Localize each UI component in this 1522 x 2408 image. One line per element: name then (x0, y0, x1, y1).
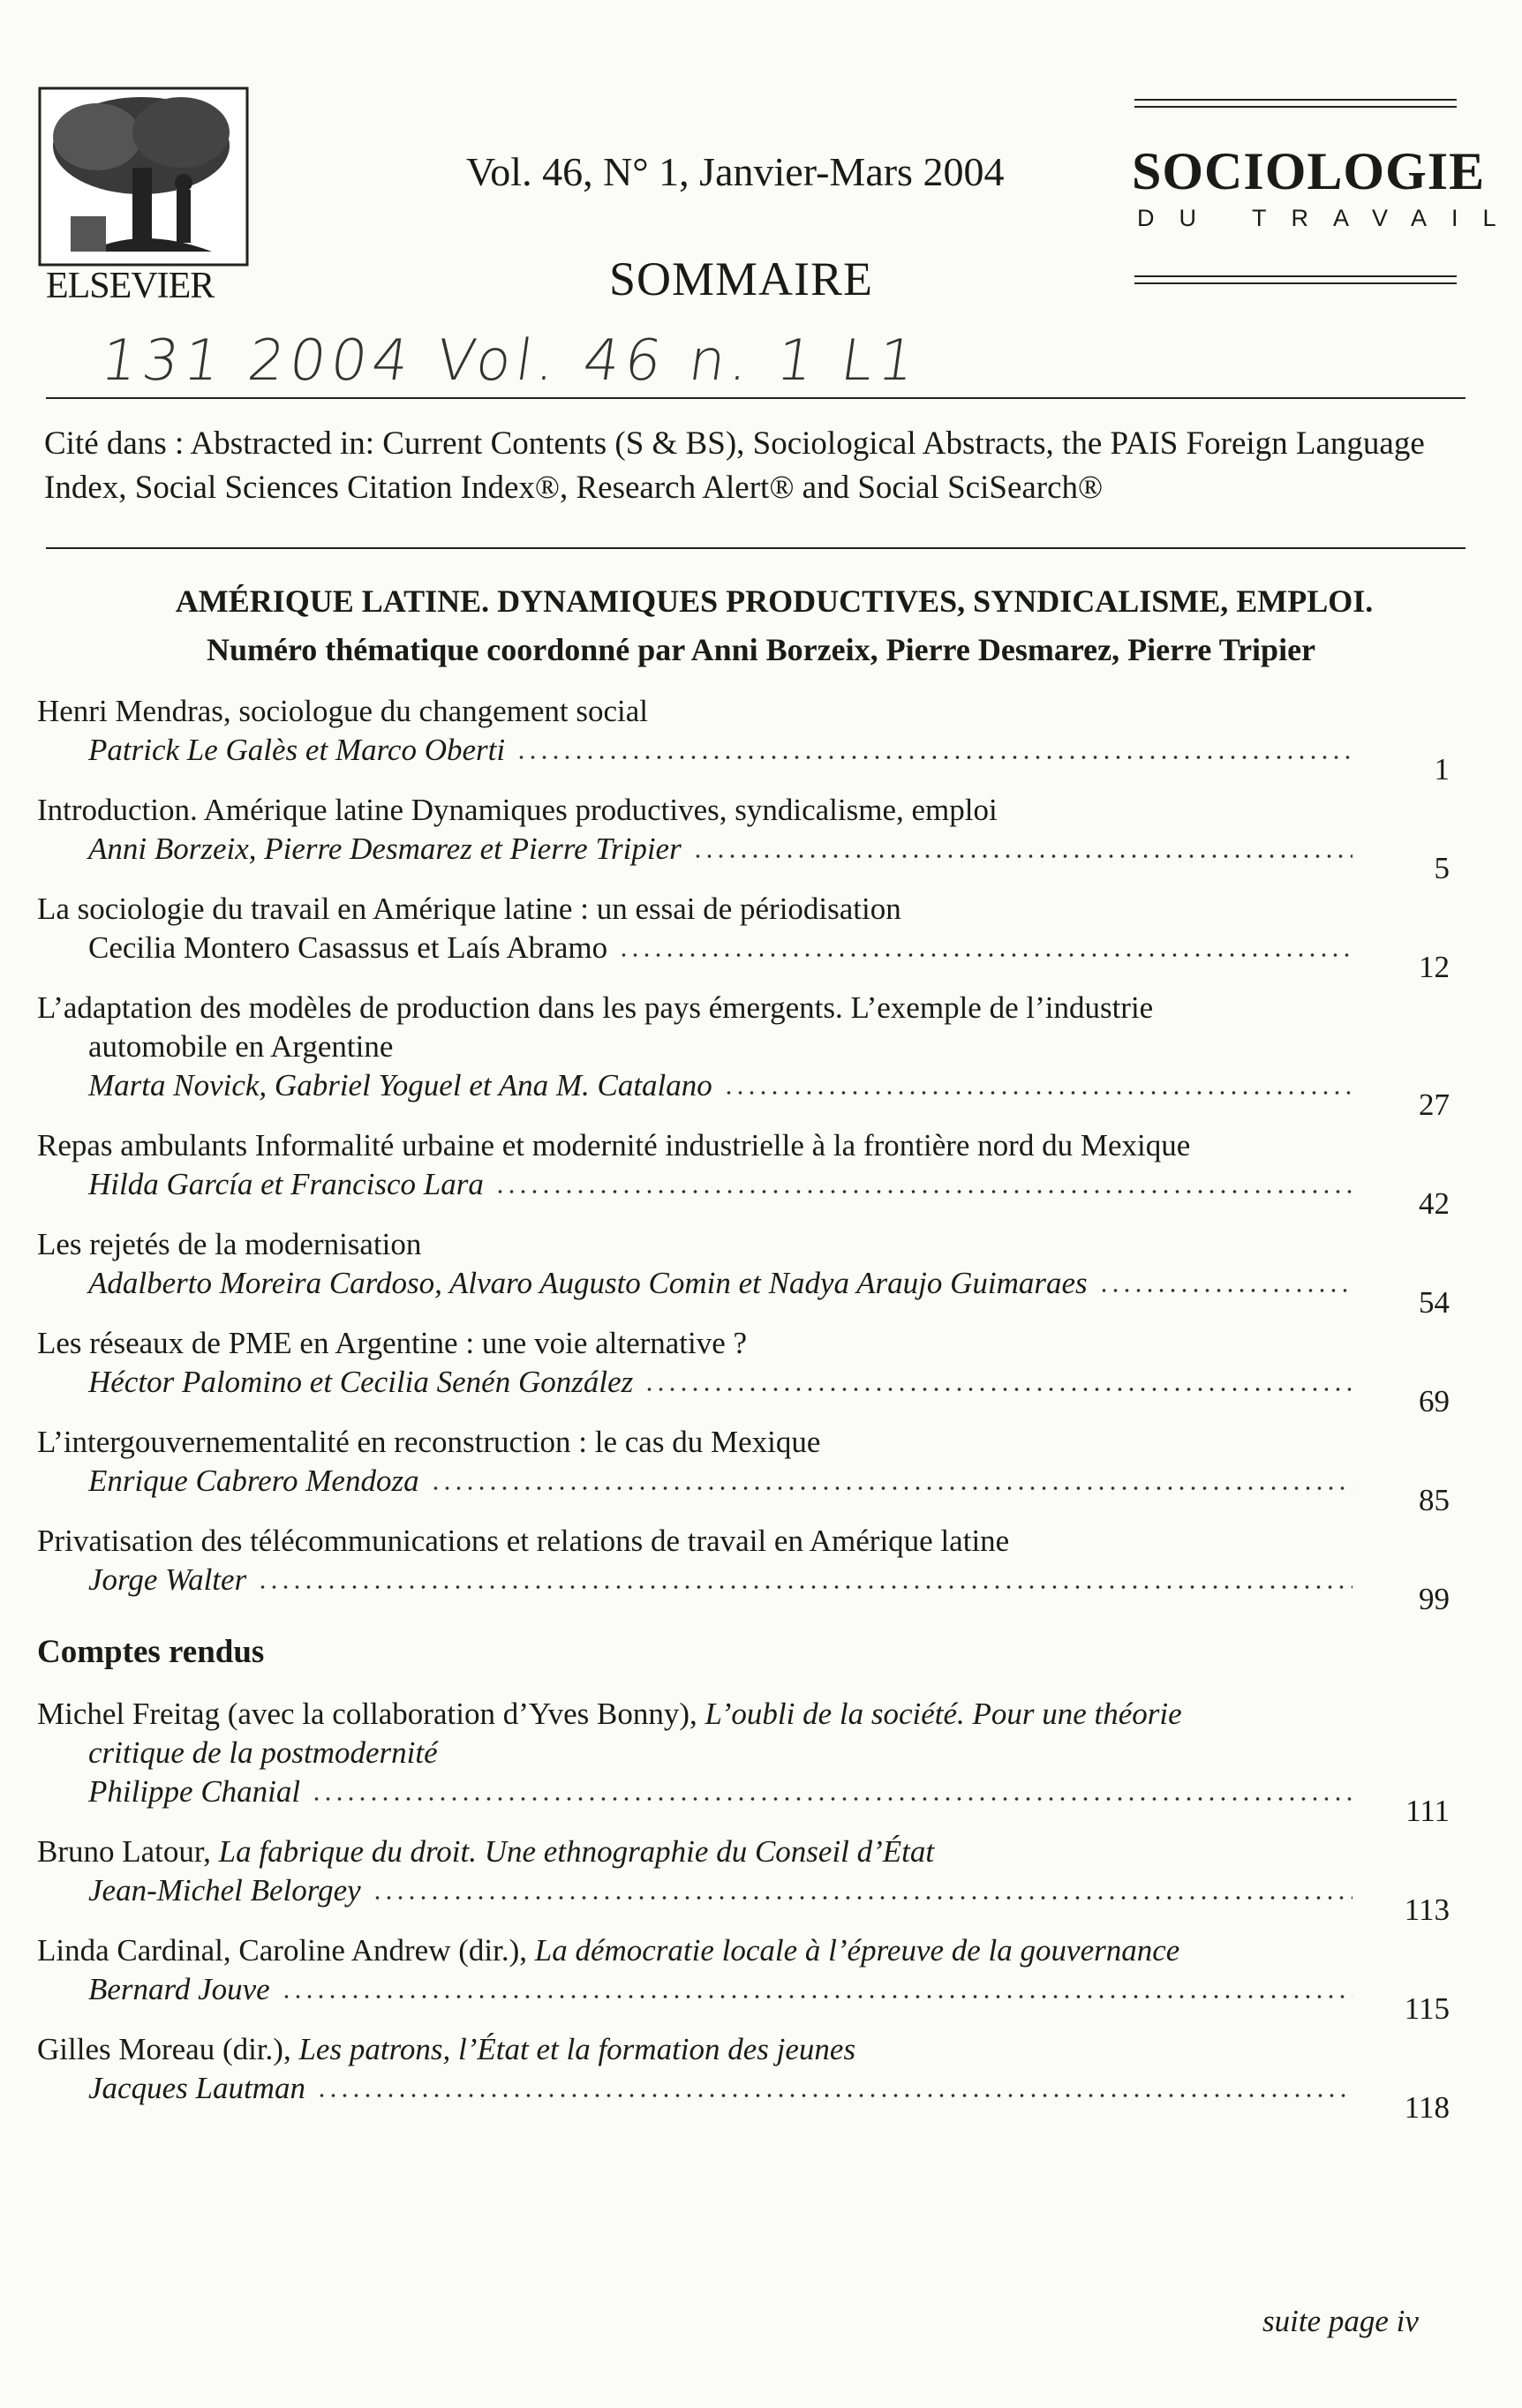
review-entry (37, 1695, 1450, 1828)
toc-page: 5 (1434, 851, 1450, 885)
review-page: 115 (1404, 1991, 1450, 2026)
title-rule-top (1134, 99, 1457, 101)
toc-author: Enrique Cabrero Mendoza (88, 1464, 419, 1498)
review-entry (37, 2030, 1450, 2125)
review-page: 118 (1404, 2090, 1450, 2125)
review-book-title: La démocratie locale à l’épreuve de la gouvernance (534, 1933, 1180, 1968)
toc-page: 1 (1434, 752, 1450, 786)
elsevier-tree-logo (35, 84, 252, 287)
toc-entry (37, 1522, 1450, 1616)
toc-author: Hilda García et Francisco Lara (88, 1167, 484, 1201)
toc-page: 42 (1419, 1186, 1450, 1221)
reviewer: Bernard Jouve (88, 1972, 270, 2006)
title-rule-bottom (1134, 275, 1457, 277)
toc-page: 12 (1419, 950, 1450, 984)
toc-page: 85 (1419, 1483, 1450, 1517)
toc-title: Henri Mendras, sociologue du changement social (37, 694, 649, 728)
journal-title: SOCIOLOGIE (1132, 142, 1486, 200)
toc-title: Privatisation des télécommunications et relations de travail en Amérique latine (37, 1524, 1010, 1558)
toc-author: Patrick Le Galès et Marco Oberti (88, 733, 506, 767)
review-entry (37, 1931, 1450, 2026)
review-page: 113 (1404, 1893, 1450, 1927)
review-book-author: Gilles Moreau (dir.), (37, 2032, 291, 2066)
toc-page: 99 (1419, 1582, 1450, 1616)
reviewer: Jacques Lautman (88, 2071, 305, 2105)
toc-page: 54 (1419, 1285, 1450, 1320)
review-book-title: Les patrons, l’État et la formation des jeunes (298, 2032, 856, 2066)
title-rule-bottom-2 (1134, 282, 1457, 284)
continued-note: suite page iv (1262, 2304, 1419, 2338)
journal-subtitle: DU TRAVAIL (1137, 205, 1521, 231)
theme-title: AMÉRIQUE LATINE. DYNAMIQUES PRODUCTIVES, SYNDICALISME, EMPLOI. (175, 583, 1374, 619)
toc-entry (37, 890, 1450, 984)
toc-title: L’intergouvernementalité en reconstruction : le cas du Mexique (37, 1425, 821, 1459)
toc-author: Adalberto Moreira Cardoso, Alvaro Augusto Comin et Nadya Araujo Guimaraes (88, 1266, 1088, 1300)
toc-title: Les réseaux de PME en Argentine : une voie alternative ? (37, 1326, 748, 1360)
toc-page: 27 (1419, 1087, 1450, 1122)
indexing-note: Cité dans : Abstracted in: Current Contents (S & BS), Sociological Abstracts, the PAIS Foreign Language Index, Social Sciences Citation Index®, Research Alert® and Social SciSearch® (44, 425, 1425, 506)
toc-author: Anni Borzeix, Pierre Desmarez et Pierre Tripier (88, 832, 682, 866)
review-book-title: L’oubli de la société. Pour une théorie (704, 1697, 1182, 1731)
section-title: SOMMAIRE (609, 252, 874, 305)
toc-author: Jorge Walter (88, 1562, 247, 1597)
handwritten-note: 131 2004 Vol. 46 n. 1 L1 (96, 328, 924, 394)
toc-entry (37, 989, 1450, 1122)
toc-author: Héctor Palomino et Cecilia Senén González (88, 1365, 634, 1399)
toc-page: 69 (1419, 1384, 1450, 1418)
toc-title: Introduction. Amérique latine Dynamiques productives, syndicalisme, emploi (37, 793, 998, 827)
review-book-author: Michel Freitag (avec la collaboration d’Yves Bonny), (37, 1697, 697, 1731)
toc-title-continued: automobile en Argentine (88, 1029, 394, 1064)
issue-info: Vol. 46, N° 1, Janvier-Mars 2004 (466, 149, 1005, 194)
review-book-title: La fabrique du droit. Une ethnographie du Conseil d’État (218, 1834, 935, 1869)
review-book-title-continued: critique de la postmodernité (88, 1735, 438, 1770)
reviewer: Philippe Chanial (88, 1774, 301, 1809)
toc-author: Marta Novick, Gabriel Yoguel et Ana M. Catalano (88, 1068, 712, 1102)
toc-title: Les rejetés de la modernisation (37, 1227, 422, 1261)
toc-title: La sociologie du travail en Amérique latine : un essai de périodisation (37, 892, 901, 926)
toc-entry (37, 791, 1450, 885)
indexing-divider (46, 547, 1465, 549)
toc-entry (37, 1324, 1450, 1418)
reviews-heading: Comptes rendus (37, 1634, 265, 1670)
toc-title: L’adaptation des modèles de production dans les pays émergents. L’exemple de l’industrie (37, 990, 1154, 1025)
toc-entry (37, 1225, 1450, 1320)
reviewer: Jean-Michel Belorgey (88, 1873, 361, 1908)
toc-author: Cecilia Montero Casassus et Laís Abramo (88, 930, 608, 965)
header-divider (46, 397, 1465, 399)
title-rule-top-2 (1134, 106, 1457, 108)
review-book-author: Bruno Latour, (37, 1834, 211, 1869)
toc-entry (37, 1423, 1450, 1517)
toc-entry (37, 1126, 1450, 1221)
review-entry (37, 1832, 1450, 1927)
theme-subtitle: Numéro thématique coordonné par Anni Borzeix, Pierre Desmarez, Pierre Tripier (206, 632, 1316, 667)
toc-entry (37, 692, 1450, 786)
toc-title: Repas ambulants Informalité urbaine et modernité industrielle à la frontière nord du Mexique (37, 1128, 1191, 1163)
publisher-name: ELSEVIER (46, 266, 215, 306)
review-page: 111 (1405, 1794, 1450, 1828)
review-book-author: Linda Cardinal, Caroline Andrew (dir.), (37, 1933, 527, 1968)
